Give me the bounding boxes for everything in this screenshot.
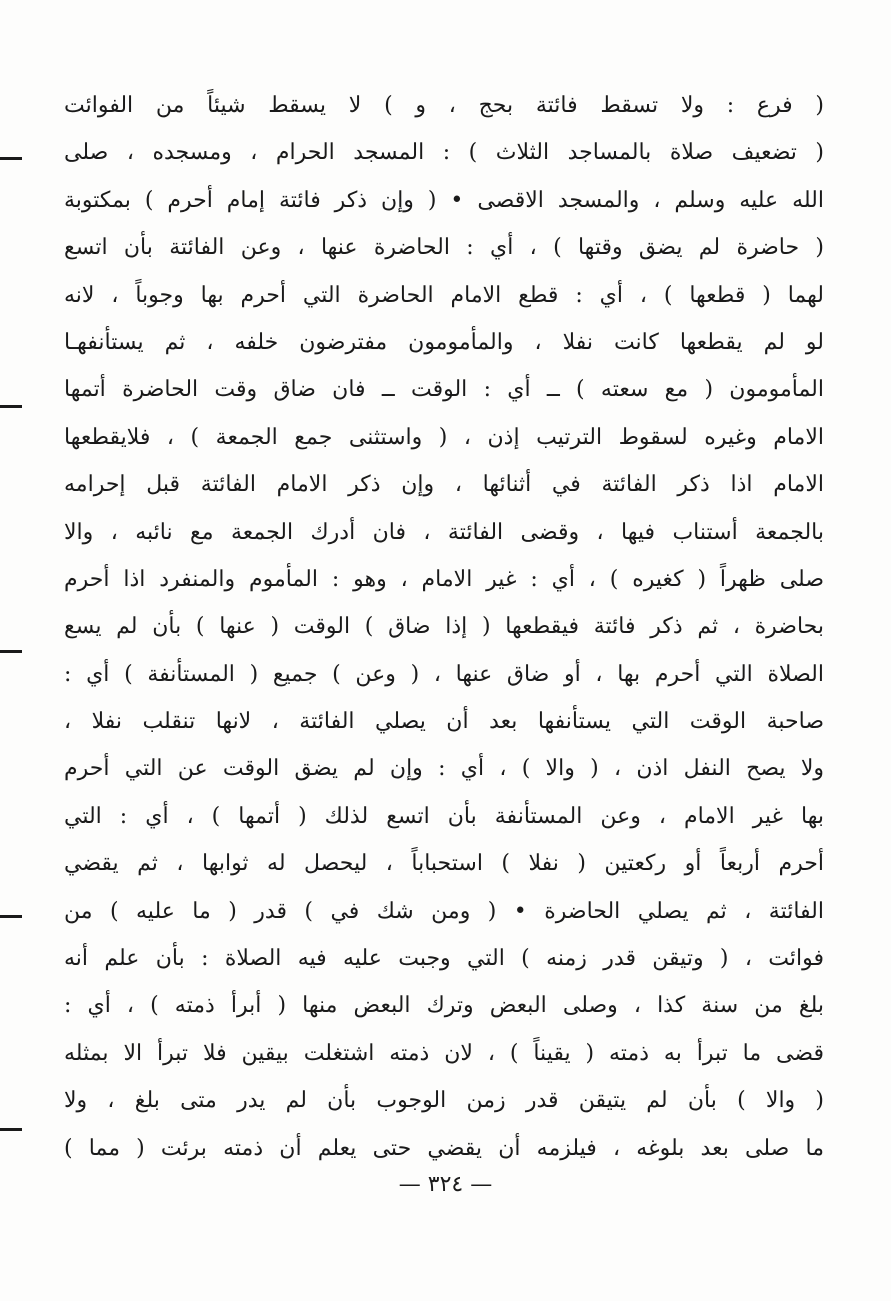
margin-mark — [0, 650, 22, 653]
text-line: لو لم يقطعها كانت نفلا ، والمأمومون مفترضون خلفه ، ثم يستأنفهـا — [64, 329, 824, 355]
text-line: قضى ما تبرأ به ذمته ( يقيناً ) ، لان ذمته اشتغلت بيقين فلا تبرأ الا بمثله — [64, 1040, 824, 1066]
text-line: أحرم أربعاً أو ركعتين ( نفلا ) استحباباً ، ليحصل له ثوابها ، ثم يقضي — [64, 851, 824, 877]
text-line: الامام اذا ذكر الفائتة في أثنائها ، وإن ذكر الامام الفائتة قبل إحرامه — [64, 472, 824, 498]
body-text — [64, 82, 824, 1172]
text-line: لهما ( قطعها ) ، أي : قطع الامام الحاضرة التي أحرم بها وجوباً ، لانه — [64, 282, 824, 308]
margin-mark — [0, 1128, 22, 1131]
text-line: بالجمعة أستناب فيها ، وقضى الفائتة ، فان أدرك الجمعة مع نائبه ، والا — [64, 519, 824, 545]
text-line: بلغ من سنة كذا ، وصلى البعض وترك البعض منها ( أبرأ ذمته ) ، أي : — [64, 993, 824, 1019]
text-line: المأمومون ( مع سعته ) ــ أي : الوقت ــ فان ضاق وقت الحاضرة أتمها — [64, 377, 824, 403]
margin-mark — [0, 915, 22, 918]
margin-mark — [0, 157, 22, 160]
text-line: بها غير الامام ، وعن المستأنفة بأن اتسع لذلك ( أتمها ) ، أي : التي — [64, 803, 824, 829]
text-line: ( تضعيف صلاة بالمساجد الثلاث ) : المسجد الحرام ، ومسجده ، صلى — [64, 140, 824, 166]
text-line: صاحبة الوقت التي يستأنفها بعد أن يصلي الفائتة ، لانها تنقلب نفلا ، — [64, 709, 824, 735]
text-line: صلى ظهراً ( كغيره ) ، أي : غير الامام ، وهو : المأموم والمنفرد اذا أحرم — [64, 566, 824, 592]
text-line: فوائت ، ( وتيقن قدر زمنه ) التي وجبت عليه فيه الصلاة : بأن علم أنه — [64, 946, 824, 972]
text-line: الفائتة ، ثم يصلي الحاضرة • ( ومن شك في ) قدر ( ما عليه ) من — [64, 898, 824, 924]
text-line: ما صلى بعد بلوغه ، فيلزمه أن يقضي حتى يعلم أن ذمته برئت ( مما ) — [64, 1135, 824, 1161]
text-line: ( فرع : ولا تسقط فائتة بحج ، و ) لا يسقط شيئاً من الفوائت — [64, 93, 824, 118]
margin-mark — [0, 405, 22, 408]
text-line: الله عليه وسلم ، والمسجد الاقصى • ( وإن ذكر فائتة إمام أحرم ) بمكتوبة — [64, 187, 824, 213]
page-number: — ٣٢٤ — — [398, 1172, 493, 1197]
text-line: الامام وغيره لسقوط الترتيب إذن ، ( واستثنى جمع الجمعة ) ، فلايقطعها — [64, 424, 824, 450]
text-line: الصلاة التي أحرم بها ، أو ضاق عنها ، ( وعن ) جميع ( المستأنفة ) أي : — [64, 661, 824, 687]
text-line: ( حاضرة لم يضق وقتها ) ، أي : الحاضرة عنها ، وعن الفائتة بأن اتسع — [64, 235, 824, 261]
text-line: ولا يصح النفل اذن ، ( والا ) ، أي : وإن لم يضق الوقت عن التي أحرم — [64, 756, 824, 782]
text-line: بحاضرة ، ثم ذكر فائتة فيقطعها ( إذا ضاق ) الوقت ( عنها ) بأن لم يسع — [64, 614, 824, 640]
text-line: ( والا ) بأن لم يتيقن قدر زمن الوجوب بأن لم يدر متى بلغ ، ولا — [64, 1088, 824, 1114]
